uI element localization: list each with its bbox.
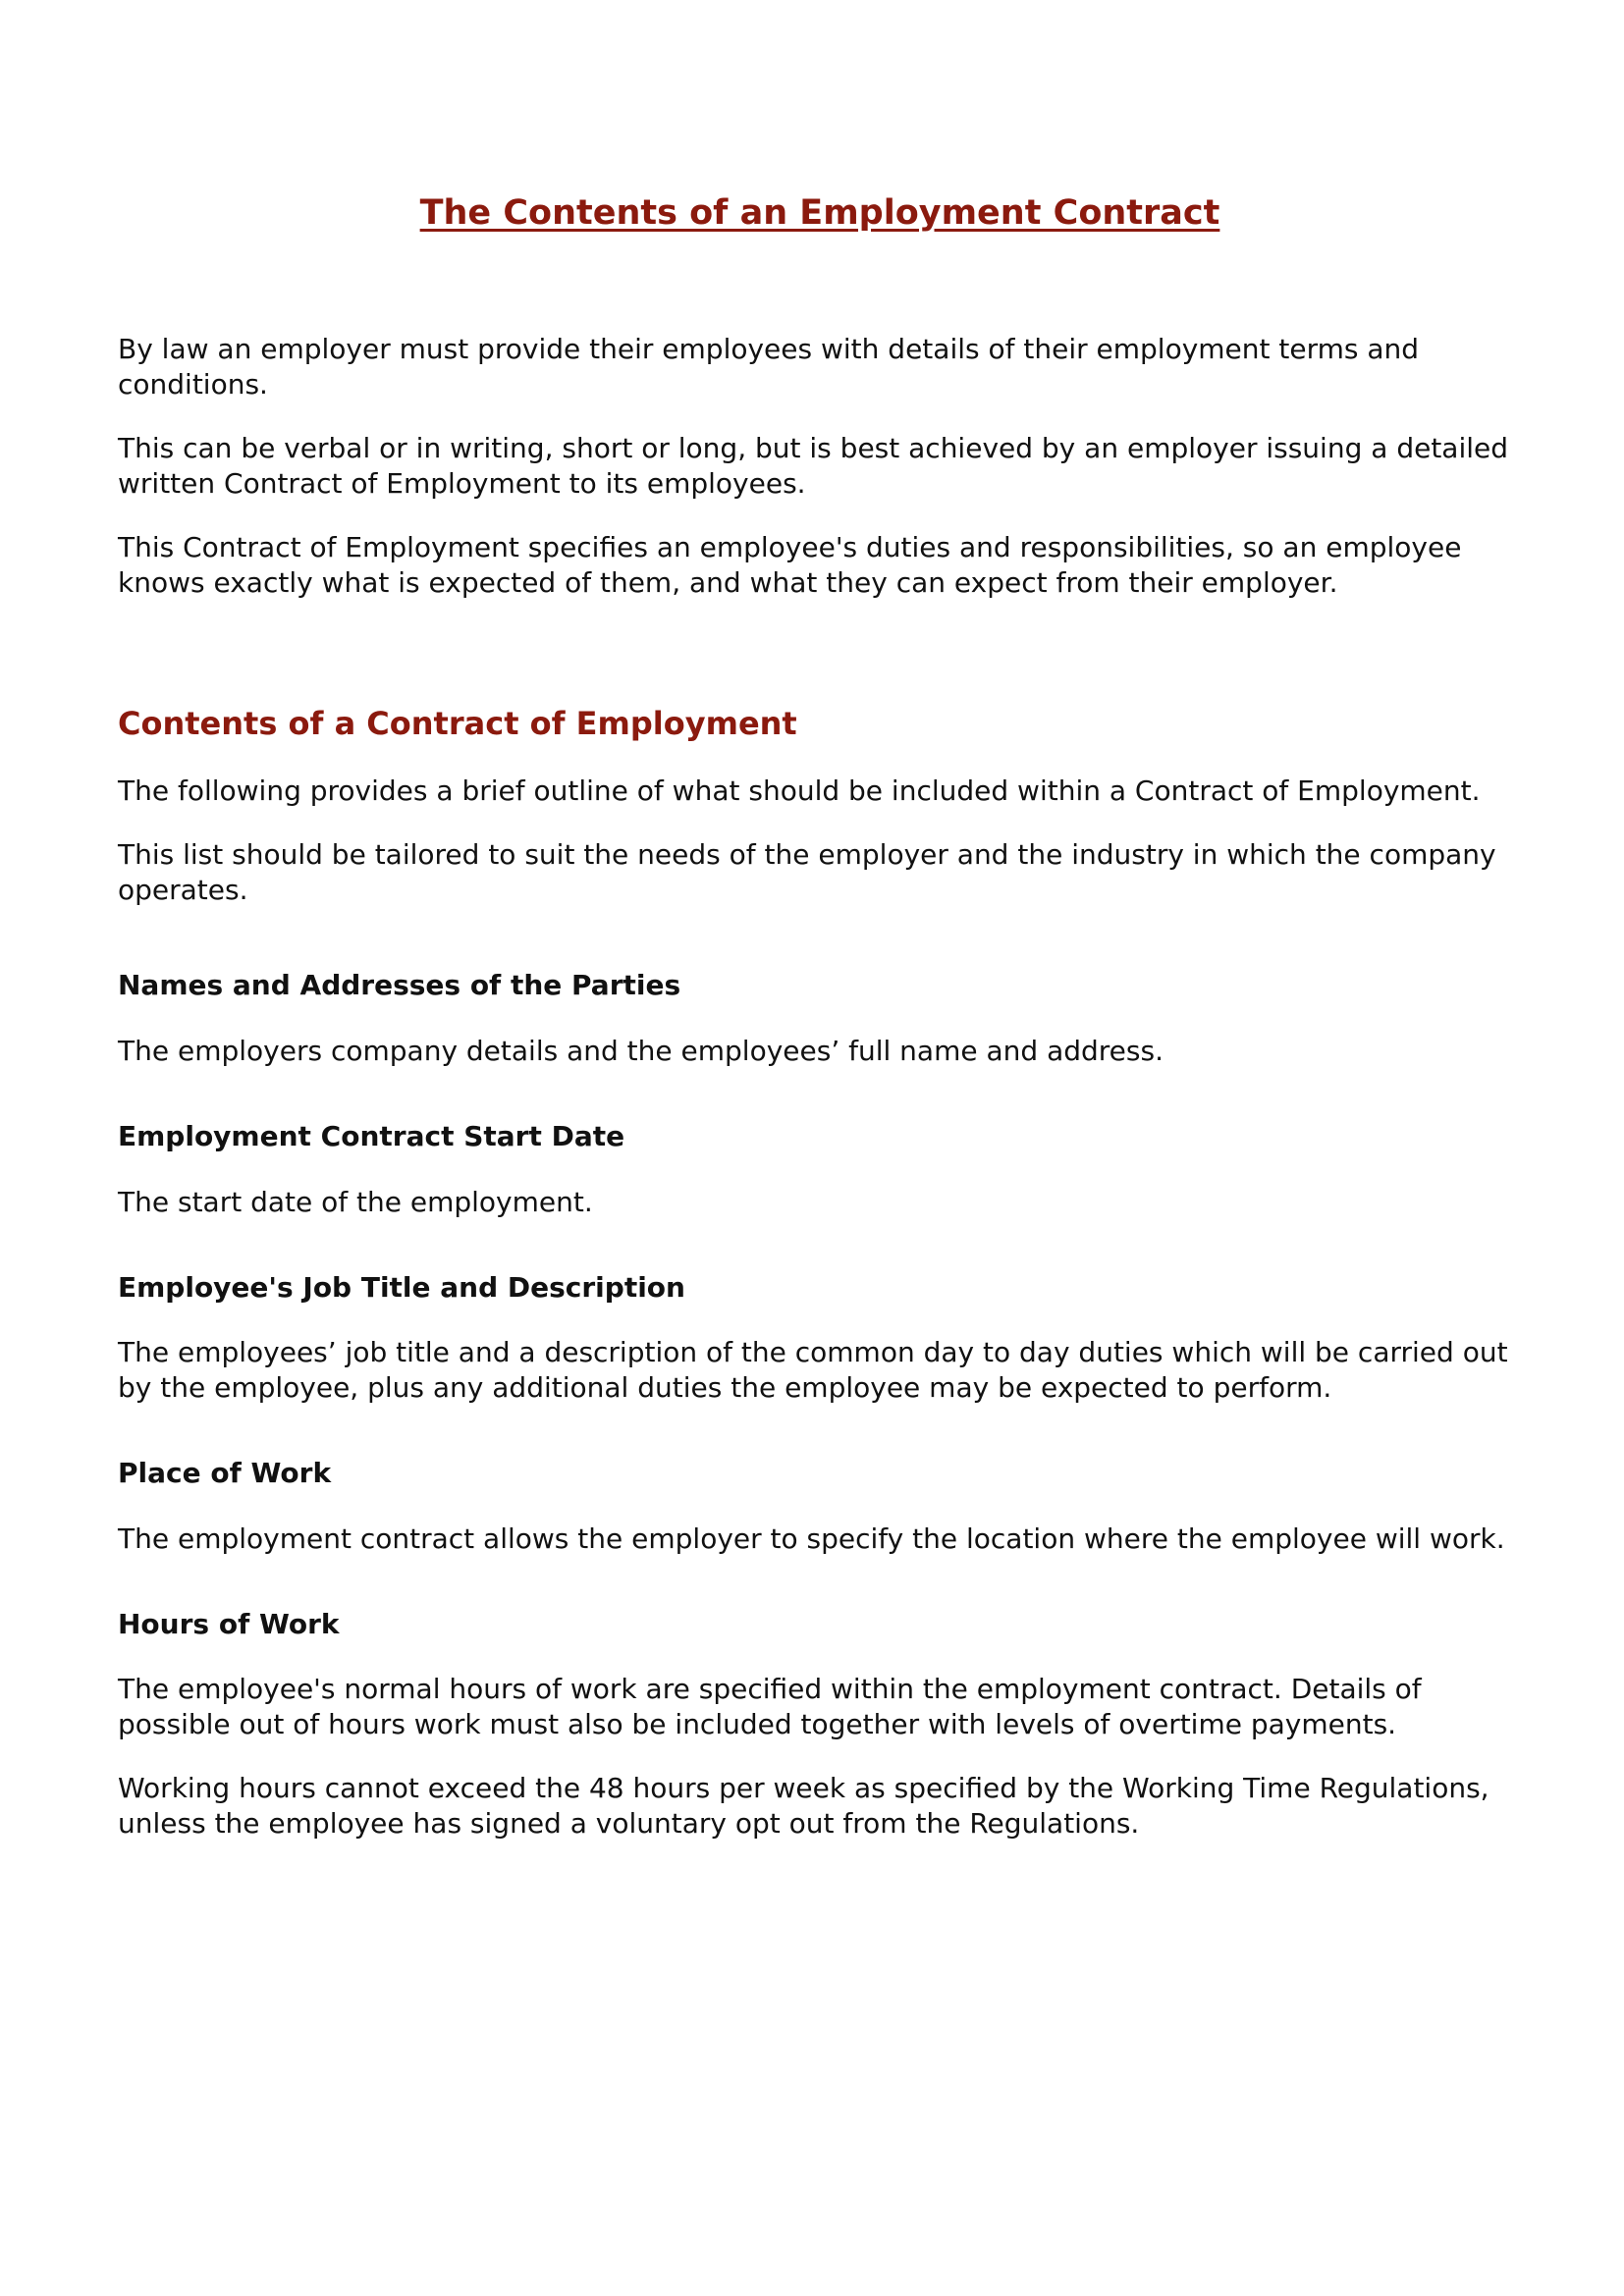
section-paragraph: This list should be tailored to suit the needs of the employer and the industry in which the company operates.: [118, 838, 1496, 907]
section-paragraph: The following provides a brief outline of what should be included within a Contract of Employment.: [118, 774, 1481, 808]
document-content: [118, 192, 1522, 1870]
item-paragraph: The employers company details and the employees’ full name and address.: [118, 1034, 1164, 1067]
section-heading: Contents of a Contract of Employment: [118, 705, 797, 742]
intro-paragraph: This can be verbal or in writing, short or long, but is best achieved by an employer issuing a detailed written Contract of Employment to its employees.: [118, 432, 1509, 500]
document-title: The Contents of an Employment Contract: [419, 193, 1220, 233]
subheading-hours-of-work: Hours of Work: [118, 1607, 340, 1640]
subheading-names-addresses: Names and Addresses of the Parties: [118, 969, 681, 1002]
intro-paragraph: By law an employer must provide their employees with details of their employment terms and conditions.: [118, 333, 1420, 400]
item-paragraph: The start date of the employment.: [118, 1185, 593, 1218]
item-paragraph: The employees’ job title and a description of the common day to day duties which will be carried out by the employee, plus any additional duties the employee may be expected to perform.: [118, 1336, 1508, 1405]
item-paragraph: The employment contract allows the employer to specify the location where the employee will work.: [118, 1522, 1505, 1555]
item-paragraph: Working hours cannot exceed the 48 hours per week as specified by the Working Time Regulations, unless the employee has signed a voluntary opt out from the Regulations.: [118, 1772, 1489, 1841]
subheading-start-date: Employment Contract Start Date: [118, 1119, 625, 1152]
item-paragraph: The employee's normal hours of work are specified within the employment contract. Details of possible out of hours work must also be included together with levels of overtime payments.: [118, 1673, 1422, 1741]
subheading-place-of-work: Place of Work: [118, 1457, 332, 1490]
intro-paragraph: This Contract of Employment specifies an employee's duties and responsibilities, so an employee knows exactly what is expected of them, and what they can expect from their employer.: [118, 531, 1462, 599]
subheading-job-title: Employee's Job Title and Description: [118, 1270, 685, 1304]
